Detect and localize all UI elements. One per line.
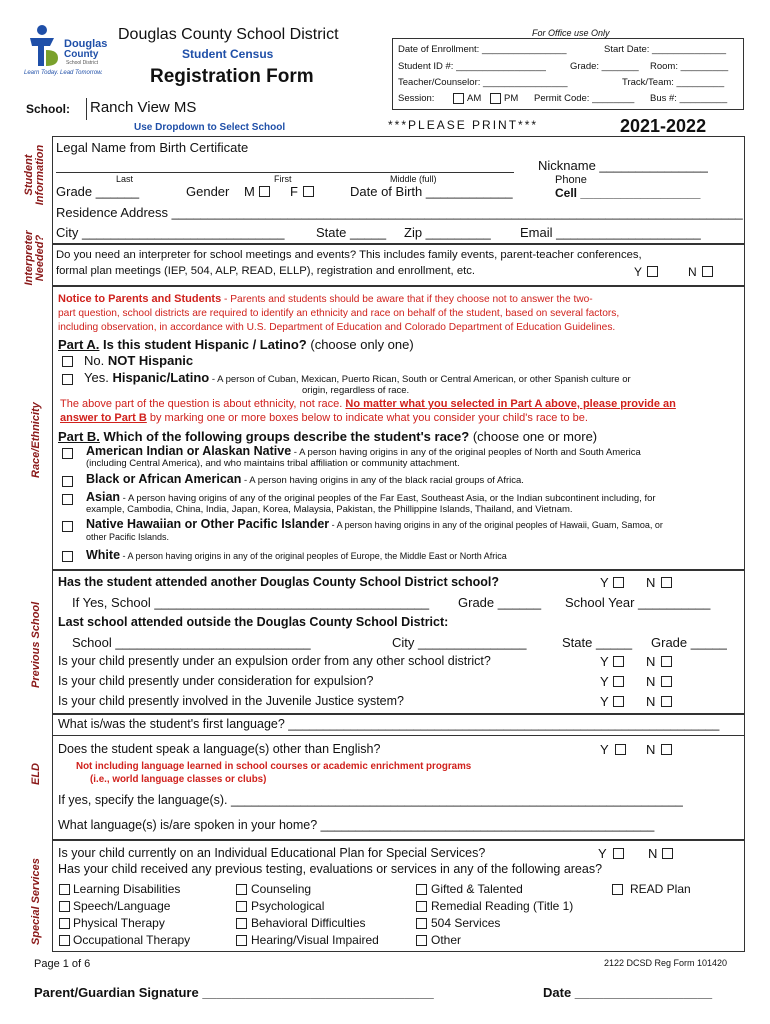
office-start-date[interactable]: Start Date: ______________ [604, 44, 727, 55]
part-b-line [58, 429, 597, 444]
warning-2a: answer to Part B [60, 412, 147, 424]
asian-checkbox[interactable] [62, 494, 73, 505]
sp-gifted-checkbox[interactable] [416, 884, 427, 895]
logo-main: Douglas [64, 38, 108, 50]
sp-other-label: Other [431, 933, 462, 947]
asian-desc-1: - A person having origins of any of the original peoples of the Far East, Southeast Asia, or the Indian subcontinent including, for [120, 493, 656, 504]
not-hispanic-line [84, 353, 193, 368]
eld-q2-y-checkbox[interactable] [615, 744, 626, 755]
prev-q4: Is your child presently under consideration for expulsion? [58, 674, 374, 688]
sp-psychological-label: Psychological [251, 899, 325, 913]
asian-label: Asian [86, 490, 121, 504]
interpreter-q2: formal plan meetings (IEP, 504, ALP, READ, ELLP), registration and enrollment, etc. [56, 265, 476, 277]
legal-name-label: Legal Name from Birth Certificate [56, 140, 249, 155]
last-caption: Last [116, 174, 134, 184]
eld-q3[interactable]: If yes, specify the language(s). _________________________________________________________________ [58, 793, 683, 807]
sp-occupational-checkbox[interactable] [59, 935, 70, 946]
gender-m-checkbox[interactable] [259, 186, 270, 197]
prev-school[interactable]: School ___________________________ [72, 635, 311, 650]
office-permit[interactable]: Permit Code: ________ [534, 93, 635, 104]
sp-counseling-checkbox[interactable] [236, 884, 247, 895]
prev-grade[interactable]: Grade ______ [458, 595, 542, 610]
sp-learning-checkbox[interactable] [59, 884, 70, 895]
sp-gifted-label: Gifted & Talented [431, 882, 523, 896]
notice-text-1 [58, 293, 593, 305]
sp-read-checkbox[interactable] [612, 884, 623, 895]
date-line[interactable]: Date ___________________ [543, 985, 713, 1000]
interpreter-y-label: Y [634, 265, 643, 279]
hispanic-checkbox[interactable] [62, 374, 73, 385]
grade-field[interactable]: Grade ______ [56, 184, 140, 199]
sp-physical-checkbox[interactable] [59, 918, 70, 929]
logo-small: School District [66, 60, 98, 66]
sp-occupational-label: Occupational Therapy [73, 933, 191, 947]
census-title: Student Census [182, 47, 274, 61]
pm-label: PM [504, 93, 519, 104]
special-q1-n: N [648, 846, 658, 861]
sp-504-label: 504 Services [431, 916, 501, 930]
signature-line[interactable]: Parent/Guardian Signature ________________________________ [34, 985, 434, 1000]
sp-504-checkbox[interactable] [416, 918, 427, 929]
sp-remedial-label: Remedial Reading (Title 1) [431, 899, 574, 913]
nickname-field[interactable]: Nickname _______________ [538, 158, 708, 173]
prev-q3-n: N [646, 654, 656, 669]
prev-q2: Last school attended outside the Douglas County School District: [58, 615, 449, 629]
prev-q3-y-checkbox[interactable] [613, 656, 624, 667]
special-q2: Has your child received any previous testing, evaluations or services in any of the following areas? [58, 862, 603, 876]
logo-figure-icon [24, 24, 64, 68]
gender-f-label: F [290, 184, 298, 199]
part-a-question: Is this student Hispanic / Latino? [103, 337, 307, 352]
notice-1: - Parents and students should be aware that if they choose not to answer the two- [221, 294, 593, 305]
prev-q4-n: N [646, 674, 656, 689]
office-student-id[interactable]: Student ID #: _________________ [398, 61, 546, 72]
sp-other-checkbox[interactable] [416, 935, 427, 946]
prev-q1-y: Y [600, 575, 609, 590]
prev-q5-n-checkbox[interactable] [661, 696, 672, 707]
office-grade[interactable]: Grade: _______ [570, 61, 639, 72]
sp-behavioral-label: Behavioral Difficulties [251, 916, 366, 930]
special-q1-y: Y [598, 846, 607, 861]
phone-caption: Phone [555, 174, 587, 186]
state-field[interactable]: State _____ [316, 225, 387, 240]
warning-2 [60, 412, 588, 424]
section-race: Race/Ethnicity [30, 402, 42, 478]
logo-tagline: Learn Today. Lead Tomorrow. [24, 70, 103, 76]
yes-text: Hispanic/Latino [112, 370, 210, 385]
warning-1b: No matter what you selected in Part A above, please provide an [345, 398, 676, 410]
part-b-hint: (choose one or more) [472, 429, 598, 444]
middle-caption: Middle (full) [390, 174, 437, 184]
nhpi-desc-2: other Pacific Islands. [86, 532, 170, 542]
eld-q2-y: Y [600, 742, 609, 757]
sp-speech-checkbox[interactable] [59, 901, 70, 912]
school-year: 2021-2022 [620, 116, 707, 136]
part-a-hint: (choose only one) [310, 337, 414, 352]
no-label: No. [84, 353, 105, 368]
prev-q4-n-checkbox[interactable] [661, 676, 672, 687]
prev-q5: Is your child presently involved in the Juvenile Justice system? [58, 694, 404, 708]
prev-q1-n: N [646, 575, 656, 590]
school-dropdown[interactable]: Ranch View MS [90, 99, 197, 116]
prev-q5-y: Y [600, 694, 609, 709]
prev-q3-y: Y [600, 654, 609, 669]
eld-q4[interactable]: What language(s) is/are spoken in your home? ________________________________________________ [58, 818, 655, 832]
form-title: Registration Form [150, 66, 314, 87]
white-desc: - A person having origins in any of the original peoples of Europe, the Middle East or North Africa [120, 551, 507, 561]
prev-q5-y-checkbox[interactable] [613, 696, 624, 707]
gender-f-checkbox[interactable] [303, 186, 314, 197]
yes-desc-2: origin, regardless of race. [302, 385, 410, 396]
aian-desc-2: (including Central America), and who maintains tribal affiliation or community attachment. [86, 458, 460, 469]
eld-q2: Does the student speak a language(s) other than English? [58, 742, 381, 756]
prev-q4-y-checkbox[interactable] [613, 676, 624, 687]
section-special: Special Services [30, 858, 42, 945]
notice-3: including observation, in accordance with U.S. Department of Education and Colorado Department of Education Guidelines. [58, 322, 616, 333]
aian-label: American Indian or Alaskan Native [86, 444, 292, 458]
office-room[interactable]: Room: _________ [650, 61, 729, 72]
prev-q5-n: N [646, 694, 656, 709]
eld-q2-n-checkbox[interactable] [661, 744, 672, 755]
email-field[interactable]: Email ____________________ [520, 225, 701, 240]
school-label: School: [26, 102, 70, 116]
am-checkbox[interactable] [453, 93, 464, 104]
sp-read-label: READ Plan [630, 882, 691, 896]
eld-q1[interactable]: What is/was the student's first language? ______________________________________________________________ [58, 717, 720, 731]
asian-line [86, 490, 656, 504]
white-line [86, 548, 507, 562]
gender-label: Gender [186, 184, 230, 199]
yes-desc-1: - A person of Cuban, Mexican, Puerto Rican, South or Central American, or other Spanish culture or [209, 374, 631, 385]
prev-q1-y-checkbox[interactable] [613, 577, 624, 588]
section-previous: Previous School [30, 601, 42, 688]
asian-desc-2: example, Cambodia, China, India, Japan, Korea, Malaysia, Pakistan, the Phillippine Islands, Thailand, and Vietnam. [86, 504, 573, 515]
nhpi-desc-1: - A person having origins in any of the original peoples of Hawaii, Guam, Samoa, or [329, 520, 663, 530]
part-b-label: Part B. [58, 429, 100, 444]
nhpi-label: Native Hawaiian or Other Pacific Islander [86, 517, 330, 531]
prev-grade2[interactable]: Grade _____ [651, 635, 727, 650]
zip-field[interactable]: Zip _________ [404, 225, 491, 240]
black-checkbox[interactable] [62, 476, 73, 487]
notice-label: Notice to Parents and Students [58, 293, 222, 305]
warning-1a: The above part of the question is about ethnicity, not race. [60, 398, 343, 410]
aian-desc-1: - A person having origins in any of the original peoples of North and South America [291, 447, 641, 458]
part-a-line [58, 337, 414, 352]
sp-remedial-checkbox[interactable] [416, 901, 427, 912]
section-eld: ELD [30, 763, 42, 785]
section-student-info: Student Information [23, 144, 46, 206]
prev-q1: Has the student attended another Douglas County School District school? [58, 575, 500, 589]
pm-checkbox[interactable] [490, 93, 501, 104]
legal-name-line[interactable] [56, 172, 514, 173]
prev-q1-n-checkbox[interactable] [661, 577, 672, 588]
dropdown-hint: Use Dropdown to Select School [134, 122, 286, 133]
part-a-label: Part A. [58, 337, 100, 352]
logo-sub: County [64, 49, 99, 60]
prev-city[interactable]: City _______________ [392, 635, 527, 650]
prev-q3: Is your child presently under an expulsion order from any other school district? [58, 654, 491, 668]
sp-physical-label: Physical Therapy [73, 916, 165, 930]
special-q1: Is your child currently on an Individual Educational Plan for Special Services? [58, 846, 486, 860]
black-line [86, 472, 524, 486]
office-title: For Office use Only [532, 28, 610, 38]
eld-note-1: Not including language learned in school courses or academic enrichment programs [76, 761, 472, 772]
page-number: Page 1 of 6 [34, 958, 91, 970]
office-teacher[interactable]: Teacher/Counselor: ________________ [398, 77, 568, 88]
interpreter-n-checkbox[interactable] [702, 266, 713, 277]
yes-label: Yes. [84, 370, 109, 385]
prev-if-yes[interactable]: If Yes, School ______________________________________ [72, 595, 430, 610]
interpreter-y-checkbox[interactable] [647, 266, 658, 277]
special-q1-n-checkbox[interactable] [662, 848, 673, 859]
warning-2b: by marking one or more boxes below to indicate what you consider your child's race to be. [146, 412, 588, 424]
white-checkbox[interactable] [62, 551, 73, 562]
sp-speech-label: Speech/Language [73, 899, 171, 913]
sp-hearing-label: Hearing/Visual Impaired [251, 933, 379, 947]
white-label: White [86, 548, 121, 562]
sp-hearing-checkbox[interactable] [236, 935, 247, 946]
form-code: 2122 DCSD Reg Form 101420 [604, 958, 728, 968]
eld-note-2: (i.e., world language classes or clubs) [90, 774, 267, 785]
sp-learning-label: Learning Disabilities [73, 882, 181, 896]
gender-m-label: M [244, 184, 255, 199]
please-print: ***PLEASE PRINT*** [388, 118, 539, 132]
office-session: Session: [398, 93, 435, 104]
residence-field[interactable]: Residence Address _______________________________________________________________________________ [56, 205, 743, 220]
black-desc: - A person having origins in any of the black racial groups of Africa. [241, 475, 524, 486]
hispanic-line [84, 370, 631, 385]
interpreter-n-label: N [688, 265, 697, 279]
district-logo [24, 24, 114, 80]
office-track[interactable]: Track/Team: _________ [622, 77, 725, 88]
not-hispanic-checkbox[interactable] [62, 356, 73, 367]
city-field[interactable]: City ____________________________ [56, 225, 285, 240]
black-label: Black or African American [86, 472, 242, 486]
eld-divider [52, 735, 745, 736]
am-label: AM [467, 93, 482, 104]
sp-counseling-label: Counseling [251, 882, 312, 896]
warning-1 [60, 398, 676, 410]
section-interpreter: Interpreter Needed? [23, 230, 46, 286]
first-caption: First [274, 174, 292, 184]
dob-field[interactable]: Date of Birth ____________ [350, 184, 513, 199]
sp-psychological-checkbox[interactable] [236, 901, 247, 912]
district-name: Douglas County School District [118, 26, 339, 43]
prev-state[interactable]: State _____ [562, 635, 633, 650]
aian-checkbox[interactable] [62, 448, 73, 459]
cell-field[interactable]: Cell __________________ [555, 186, 701, 200]
prev-q4-y: Y [600, 674, 609, 689]
aian-line [86, 444, 641, 458]
school-divider [86, 98, 87, 120]
notice-2: part question, school districts are required to identify an ethnicity and race on behalf of the student, based on several factors, [58, 308, 620, 319]
prev-school-year[interactable]: School Year __________ [565, 595, 711, 610]
sp-behavioral-checkbox[interactable] [236, 918, 247, 929]
nhpi-line [86, 517, 663, 531]
special-q1-y-checkbox[interactable] [613, 848, 624, 859]
office-date-enrollment[interactable]: Date of Enrollment: ________________ [398, 44, 567, 55]
nhpi-checkbox[interactable] [62, 521, 73, 532]
no-text: NOT Hispanic [107, 353, 194, 368]
prev-q3-n-checkbox[interactable] [661, 656, 672, 667]
office-bus[interactable]: Bus #: _________ [650, 93, 728, 104]
part-b-question: Which of the following groups describe the student's race? [103, 429, 470, 444]
eld-q2-n: N [646, 742, 656, 757]
interpreter-q1: Do you need an interpreter for school meetings and events? This includes family events, parent-teacher conferences, [56, 249, 642, 261]
